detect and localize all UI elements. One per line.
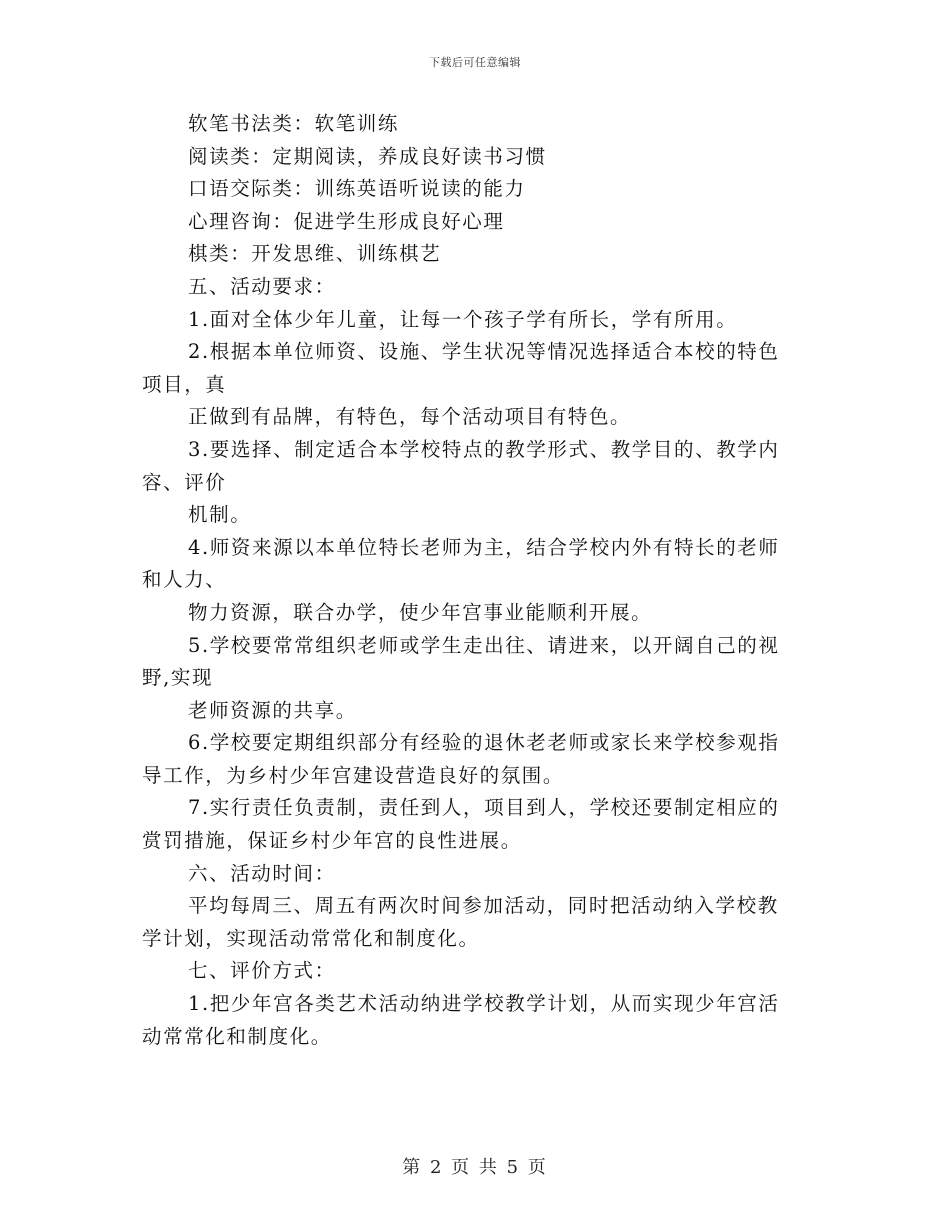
text-line: 导工作，为乡村少年宫建设营造良好的氛围。 (142, 763, 565, 787)
document-body (142, 108, 806, 1053)
text-line: 五、活动要求： (188, 274, 336, 298)
text-line: 和人力、 (142, 568, 227, 592)
text-line: 动常常化和制度化。 (142, 1024, 332, 1048)
text-line: 正做到有品牌，有特色，每个活动项目有特色。 (188, 405, 632, 429)
text-line: 平均每周三、周五有两次时间参加活动，同时把活动纳入学校教 (188, 894, 779, 918)
text-line: 2.根据本单位师资、设施、学生状况等情况选择适合本校的特色 (188, 340, 780, 364)
text-line: 七、评价方式： (188, 959, 336, 983)
text-line: 4.师资来源以本单位特长老师为主，结合学校内外有特长的老师 (188, 535, 780, 559)
text-line: 阅读类：定期阅读，养成良好读书习惯 (188, 144, 547, 168)
text-line: 软笔书法类：软笔训练 (188, 112, 400, 135)
text-line: 1.面对全体少年儿童，让每一个孩子学有所长，学有所用。 (188, 307, 738, 331)
text-line: 7.实行责任负责制，责任到人，项目到人，学校还要制定相应的 (188, 796, 780, 820)
text-line: 项目，真 (142, 372, 227, 396)
page-footer: 第 2 页 共 5 页 (402, 1157, 548, 1178)
text-line: 机制。 (188, 503, 252, 527)
text-line: 赏罚措施，保证乡村少年宫的良性进展。 (142, 829, 522, 853)
text-line: 口语交际类：训练英语听说读的能力 (188, 177, 526, 201)
text-line: 6.学校要定期组织部分有经验的退休老老师或家长来学校参观指 (188, 731, 780, 755)
page-header: 下载后可任意编辑 (429, 56, 521, 69)
text-line: 老师资源的共享。 (188, 698, 357, 722)
text-line: 5.学校要常常组织老师或学生走出往、请进来，以开阔自己的视 (188, 633, 780, 657)
text-line: 物力资源，联合办学，使少年宫事业能顺利开展。 (188, 600, 653, 624)
text-line: 3.要选择、制定适合本学校特点的教学形式、教学目的、教学内 (188, 437, 780, 461)
text-line: 六、活动时间： (188, 861, 336, 885)
text-line: 野,实现 (142, 666, 214, 690)
text-line: 容、评价 (142, 470, 227, 494)
text-line: 1.把少年宫各类艺术活动纳进学校教学计划，从而实现少年宫活 (188, 992, 780, 1016)
text-line: 心理咨询：促进学生形成良好心理 (188, 209, 505, 233)
text-line: 学计划，实现活动常常化和制度化。 (142, 926, 480, 950)
text-line: 棋类：开发思维、训练棋艺 (188, 242, 442, 266)
